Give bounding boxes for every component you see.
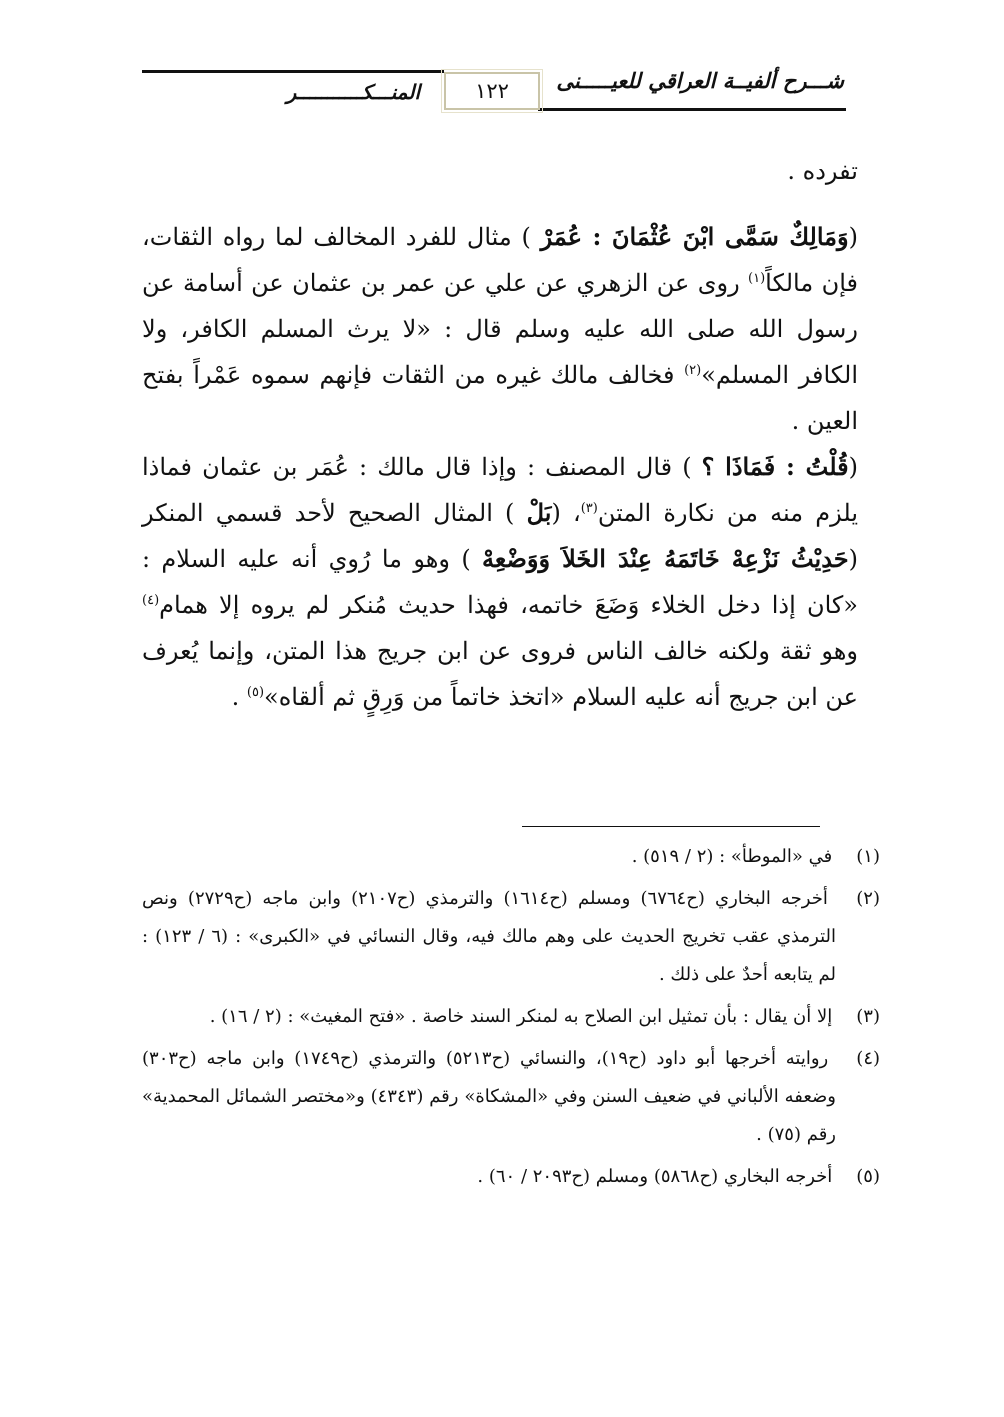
paragraph-text: روى عن الزهري عن علي عن عمر بن عثمان عن أسامة عن رسول الله صلى الله عليه وسلم قال : «لا يرث المسلم الكافر، ولا الكافر المسلم»	[142, 269, 858, 389]
footnote-text: أخرجه البخاري (ح٥٨٦٨) ومسلم (ح٢٠٩٣ / ٦٠) .	[477, 1166, 833, 1187]
footnote-number: (٢)	[856, 888, 880, 909]
footnote-separator	[522, 826, 820, 827]
footnote-marker: (٥)	[246, 685, 265, 700]
footnote-number: (٥)	[856, 1166, 880, 1187]
verse-text: وَمَالِكٌ سَمَّى ابْنَ عُثْمَانَ : عُمَرْ	[540, 222, 849, 251]
footnote-marker: (٤)	[142, 593, 160, 608]
main-text	[142, 148, 858, 720]
footnote-number: (٤)	[856, 1048, 881, 1069]
footnote-text: في «الموطأ» : (٢ / ٥١٩) .	[631, 846, 833, 867]
footnote-text: روايته أخرجها أبو داود (ح١٩)، والنسائي (ح٥٢١٣) والترمذي (ح١٧٤٩) وابن ماجه (ح٣٠٣) وضعفه الألباني في ضعيف السنن وفي «المشكاة» رقم (٤٣٤٣) و«مختصر الشمائل المحمدية» رقم (٧٥) .	[142, 1048, 836, 1145]
paragraph: (وَمَالِكٌ سَمَّى ابْنَ عُثْمَانَ : عُمَرْ ) مثال للفرد المخالف لما رواه الثقات، فإن مالكاً$^{(١)}$ روى عن الزهري عن علي عن عمر بن عثمان عن أسامة عن رسول الله صلى الله عليه وسلم قال : «لا يرث المسلم الكافر، ولا الكافر المسلم»$^{(٢)}$ فخالف مالك غيره من الثقات فإنهم سموه عَمْراً بفتح العين .	[142, 222, 858, 435]
header-rule-right	[538, 108, 846, 111]
page-number-box	[444, 72, 540, 110]
paragraph-text: ) قال المصنف : وإذا قال مالك : عُمَر بن عثمان فماذا يلزم منه من نكارة المتن	[142, 453, 859, 527]
paragraph-text: ) وهو ما رُوي أنه عليه السلام : «كان إذا دخل الخلاء وَضَعَ خاتمه، فهذا حديث مُنكر لم يروه إلا همام	[142, 545, 858, 619]
header-chapter-title: المنـــكـــــــــــر	[286, 80, 420, 104]
paragraph: (قُلْتُ : فَمَاذَا ؟ ) قال المصنف : وإذا قال مالك : عُمَر بن عثمان فماذا يلزم منه من نكارة المتن$^{(٣)}$، (بَلْ ) المثال الصحيح لأحد قسمي المنكر (حَدِيْثُ نَزْعِهْ خَاتَمَهُ عِنْدَ الخَلاَ وَوَضْعِهْ ) وهو ما رُوي أنه عليه السلام : «كان إذا دخل الخلاء وَضَعَ خاتمه، فهذا حديث مُنكر لم يروه إلا همام$^{(٤)}$ وهو ثقة ولكنه خالف الناس فروى عن ابن جريج هذا المتن، وإنما يُعرف عن ابن جريج أنه عليه السلام «اتخذ خاتماً من وَرِقٍ ثم ألقاه»$^{(٥)}$ .	[142, 452, 859, 711]
text-line: تفرده .	[787, 157, 858, 185]
paragraph-gap	[142, 194, 858, 214]
footnote	[142, 1158, 880, 1196]
paragraph-text: فخالف مالك غيره من الثقات فإنهم سموه عَمْراً بفتح العين .	[142, 361, 858, 435]
footnote	[142, 838, 880, 876]
footnote-text: أخرجه البخاري (ح٦٧٦٤) ومسلم (ح١٦١٤) والترمذي (ح٢١٠٧) وابن ماجه (ح٢٧٢٩) ونص الترمذي عقب تخريج الحديث على وهم مالك فيه، وقال النسائي في «الكبرى» : (٦ / ١٢٣) : لم يتابعه أحدٌ على ذلك .	[142, 888, 836, 985]
paragraph-text: ) مثال للفرد المخالف لما رواه الثقات، فإن مالكاً	[142, 223, 858, 297]
verse-text: حَدِيْثُ نَزْعِهْ خَاتَمَهُ عِنْدَ الخَلاَ وَوَضْعِهْ	[482, 544, 849, 573]
footnote-marker: (٣)	[580, 501, 598, 516]
paragraph-text: ، (	[551, 499, 581, 527]
footnote-number: (٣)	[856, 1006, 880, 1027]
footnote-number: (١)	[856, 846, 880, 867]
paragraph-text: وهو ثقة ولكنه خالف الناس فروى عن ابن جريج هذا المتن، وإنما يُعرف عن ابن جريج أنه عليه السلام «اتخذ خاتماً من وَرِقٍ ثم ألقاه»	[142, 637, 858, 711]
verse-text: بَلْ	[526, 498, 552, 527]
page-number: ١٢٢	[475, 79, 509, 103]
footnote	[142, 880, 880, 994]
header-rule-left	[142, 70, 444, 73]
paragraph-text: ) المثال الصحيح لأحد قسمي المنكر (	[142, 499, 859, 573]
footnote-text: إلا أن يقال : بأن تمثيل ابن الصلاح به لمنكر السند خاصة . «فتح المغيث» : (٢ / ١٦) .	[209, 1006, 833, 1027]
footnotes	[142, 838, 881, 1200]
footnote	[142, 998, 880, 1036]
header-book-title: شـــرح ألفيــة العراقي للعيـــــنى	[556, 68, 844, 93]
verse-text: قُلْتُ : فَمَاذَا ؟	[701, 452, 849, 481]
footnote	[142, 1040, 881, 1154]
paragraph-text: .	[231, 683, 247, 711]
footnote-marker: (١)	[748, 271, 766, 286]
footnote-marker: (٢)	[684, 363, 702, 378]
